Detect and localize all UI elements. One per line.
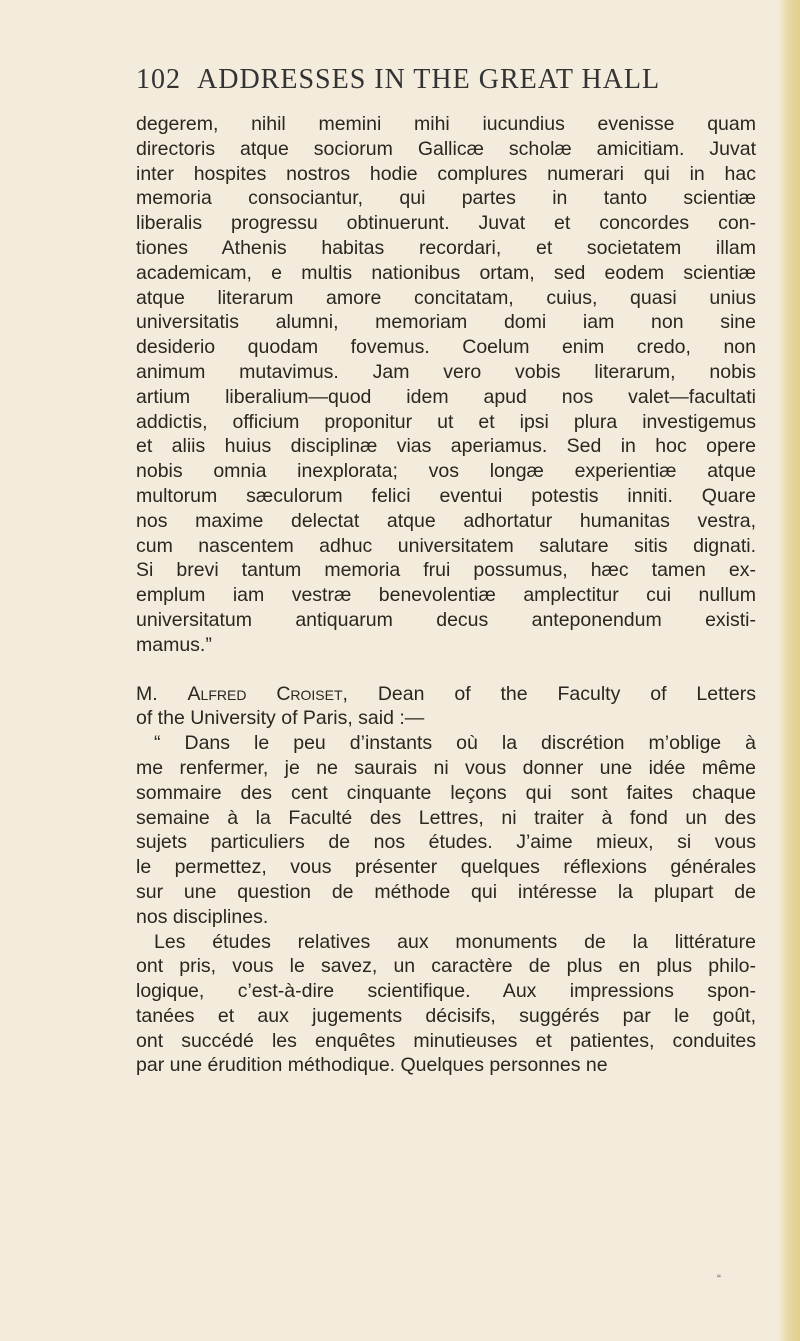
text-line: nos maxime delectat atque adhortatur humanitas vestra, xyxy=(136,509,756,532)
speaker-name: Alfred Croiset xyxy=(187,682,343,705)
text-line: universitatis alumni, memoriam domi iam non sine xyxy=(136,311,756,334)
text-line: logique, c’est-à-dire scientifique. Aux impressions spon- xyxy=(136,980,756,1003)
text-line: et aliis huius disciplinæ vias aperiamus. Sed in hoc opere xyxy=(136,435,756,458)
text-line: universitatum antiquarum decus anteponendum existi- xyxy=(136,608,756,631)
text-line: nos disciplines. xyxy=(136,905,269,928)
printer-mark: “ xyxy=(717,1272,721,1286)
paragraph-french-2 xyxy=(136,930,756,1079)
text-line: academicam, e multis nationibus ortam, sed eodem scientiæ xyxy=(136,261,756,284)
paragraph-french-1 xyxy=(136,731,756,929)
text-line: multorum sæculorum felici eventui potestis inniti. Quare xyxy=(136,484,756,507)
text-line: desiderio quodam fovemus. Coelum enim credo, non xyxy=(136,336,756,359)
text-line: nobis omnia inexplorata; vos longæ experientiæ atque xyxy=(136,460,756,483)
text-line: memoria consociantur, qui partes in tanto scientiæ xyxy=(136,187,756,210)
text-line: animum mutavimus. Jam vero vobis literarum, nobis xyxy=(136,360,756,383)
paragraph-latin xyxy=(136,112,756,658)
running-header xyxy=(136,64,696,96)
text-line: sujets particuliers de nos études. J’aime mieux, si vous xyxy=(136,831,756,854)
running-title: ADDRESSES IN THE GREAT HALL xyxy=(197,64,661,95)
page-edge xyxy=(778,0,800,1341)
text-line: sur une question de méthode qui intéresse la plupart de xyxy=(136,880,756,903)
text-line: inter hospites nostros hodie complures numerari qui in hac xyxy=(136,162,756,185)
text-line: Si brevi tantum memoria frui possumus, hæc tamen ex- xyxy=(136,559,756,582)
text-line: par une érudition méthodique. Quelques personnes ne xyxy=(136,1054,608,1077)
text-line: liberalis progressu obtinuerunt. Juvat et concordes con- xyxy=(136,212,756,235)
page-number: 102 xyxy=(136,64,181,95)
text-line: semaine à la Faculté des Lettres, ni traiter à fond un des xyxy=(136,806,756,829)
speaker-line-1: M. Alfred Croiset, Dean of the Faculty of Letters xyxy=(136,682,756,705)
text-line: ont succédé les enquêtes minutieuses et patientes, conduites xyxy=(136,1029,756,1052)
text-line: “ Dans le peu d’instants où la discrétion m’oblige à xyxy=(154,732,756,755)
text-line: addictis, officium proponitur ut et ipsi plura investigemus xyxy=(136,410,756,433)
text-line: emplum iam vestræ benevolentiæ amplectitur cui nullum xyxy=(136,584,756,607)
text-line: tanées et aux jugements décisifs, suggérés par le goût, xyxy=(136,1004,756,1027)
text-line: degerem, nihil memini mihi iucundius evenisse quam xyxy=(136,113,756,135)
text-line: le permettez, vous présenter quelques réflexions générales xyxy=(136,856,756,879)
text-line: cum nascentem adhuc universitatem salutare sitis dignati. xyxy=(136,534,756,557)
text-line: artium liberalium—quod idem apud nos valet—facultati xyxy=(136,385,756,408)
text-line: mamus.” xyxy=(136,633,212,656)
text-line: directoris atque sociorum Gallicæ scholæ amicitiam. Juvat xyxy=(136,137,756,160)
text-line: me renfermer, je ne saurais ni vous donner une idée même xyxy=(136,756,756,779)
text-line: sommaire des cent cinquante leçons qui sont faites chaque xyxy=(136,781,756,804)
text-line: Les études relatives aux monuments de la littérature xyxy=(154,930,756,953)
body-text xyxy=(136,112,756,1078)
text-line: ont pris, vous le savez, un caractère de plus en plus philo- xyxy=(136,955,756,978)
speaker-line-2: of the University of Paris, said :— xyxy=(136,707,425,730)
speaker-intro xyxy=(136,682,756,732)
text-line: atque literarum amore concitatam, cuius, quasi unius xyxy=(136,286,756,309)
text-line: tiones Athenis habitas recordari, et societatem illam xyxy=(136,236,756,259)
